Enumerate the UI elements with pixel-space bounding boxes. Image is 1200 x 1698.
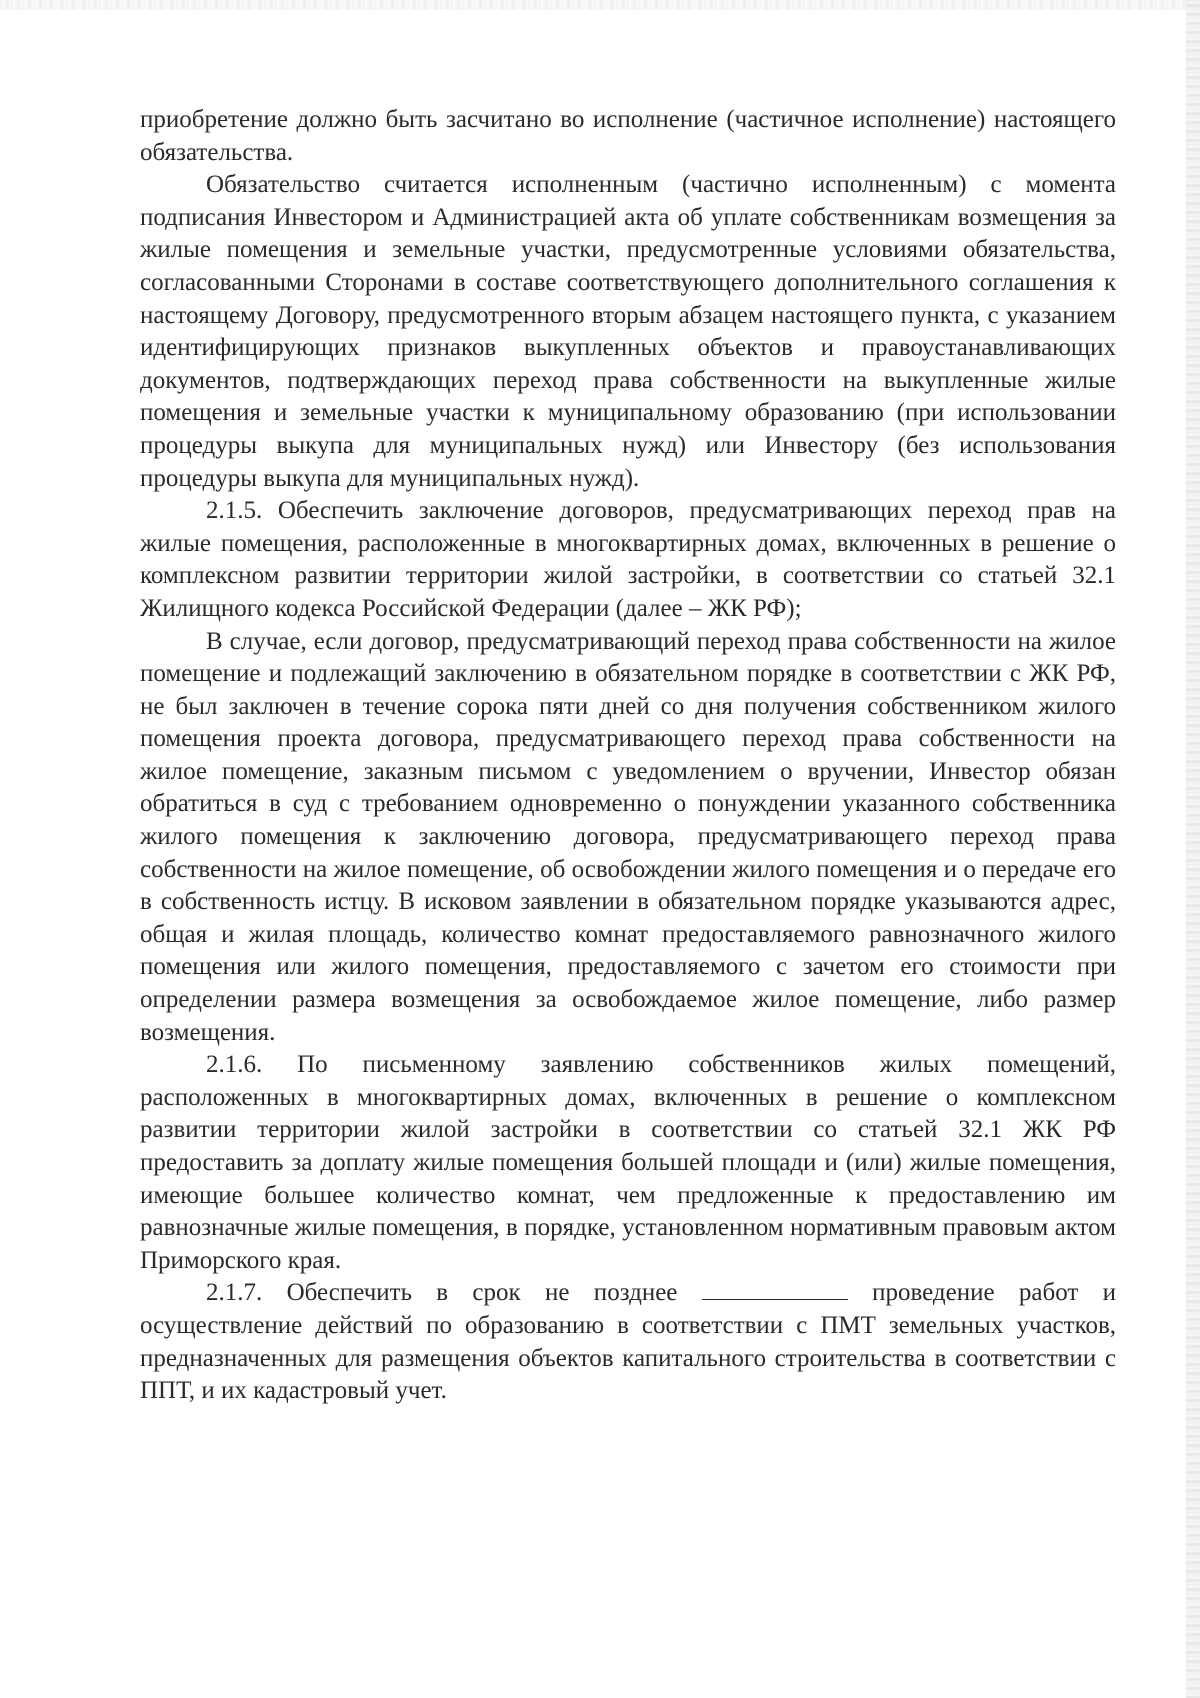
paragraph-clause-2-1-5: 2.1.5. Обеспечить заключение договоров, предусматривающих переход прав на жилые помещения, расположенные в многоквартирных домах, включенных в решение о комплексном развитии территории жилой застройки, в соответствии со статьей 32.1 Жилищного кодекса Российской Федерации (далее – ЖК РФ); (140, 497, 1116, 622)
paragraph-clause-2-1-7 (140, 1277, 1116, 1407)
paragraph-court-requirement: В случае, если договор, предусматривающий переход права собственности на жилое помещение и подлежащий заключению в обязательном порядке в соответствии с ЖК РФ, не был заключен в течение сорока пяти дней со дня получения собственником жилого помещения проекта договора, предусматривающего переход права собственности на жилое помещение, заказным письмом с уведомлением о вручении, Инвестор обязан обратиться в суд с требованием одновременно о понуждении указанного собственника жилого помещения к заключению договора, предусматривающего переход права собственности на жилое помещение, об освобождении жилого помещения и о передаче его в собственность истцу. В исковом заявлении в обязательном порядке указываются адрес, общая и жилая площадь, количество комнат предоставляемого равнозначного жилого помещения или жилого помещения, предоставляемого с зачетом его стоимости при определении размера возмещения за освобождаемое жилое помещение, либо размер возмещения. (140, 627, 1116, 1046)
scan-edge-top (0, 0, 1200, 10)
date-blank-line (702, 1277, 848, 1300)
clause-2-1-7-lead: 2.1.7. Обеспечить в срок не позднее (206, 1279, 678, 1307)
paragraph-continuation: приобретение должно быть засчитано во исполнение (частичное исполнение) настоящего обязательства. (140, 106, 1116, 166)
paragraph-obligation-fulfilled: Обязательство считается исполненным (частично исполненным) с момента подписания Инвестором и Администрацией акта об уплате собственникам возмещения за жилые помещения и земельные участки, предусмотренные условиями обязательства, согласованными Сторонами в составе соответствующего дополнительного соглашения к настоящему Договору, предусмотренного вторым абзацем настоящего пункта, с указанием идентифицирующих признаков выкупленных объектов и правоустанавливающих документов, подтверждающих переход права собственности на выкупленные жилые помещения и земельные участки к муниципальному образованию (при использовании процедуры выкупа для муниципальных нужд) или Инвестору (без использования процедуры выкупа для муниципальных нужд). (140, 171, 1116, 492)
scan-edge-right (1186, 0, 1200, 1698)
document-page (140, 104, 1116, 1408)
clause-2-1-7-rest: проведение работ и осуществление действий по образованию в соответствии с ПМТ земельных участков, предназначенных для размещения объектов капитального строительства в соответствии с ППТ, и их кадастровый учет. (140, 1279, 1117, 1405)
paragraph-clause-2-1-6: 2.1.6. По письменному заявлению собственников жилых помещений, расположенных в многоквартирных домах, включенных в решение о комплексном развитии территории жилой застройки в соответствии со статьей 32.1 ЖК РФ предоставить за доплату жилые помещения большей площади и (или) жилые помещения, имеющие большее количество комнат, чем предложенные к предоставлению им равнозначные жилые помещения, в порядке, установленном нормативным правовым актом Приморского края. (140, 1051, 1116, 1274)
